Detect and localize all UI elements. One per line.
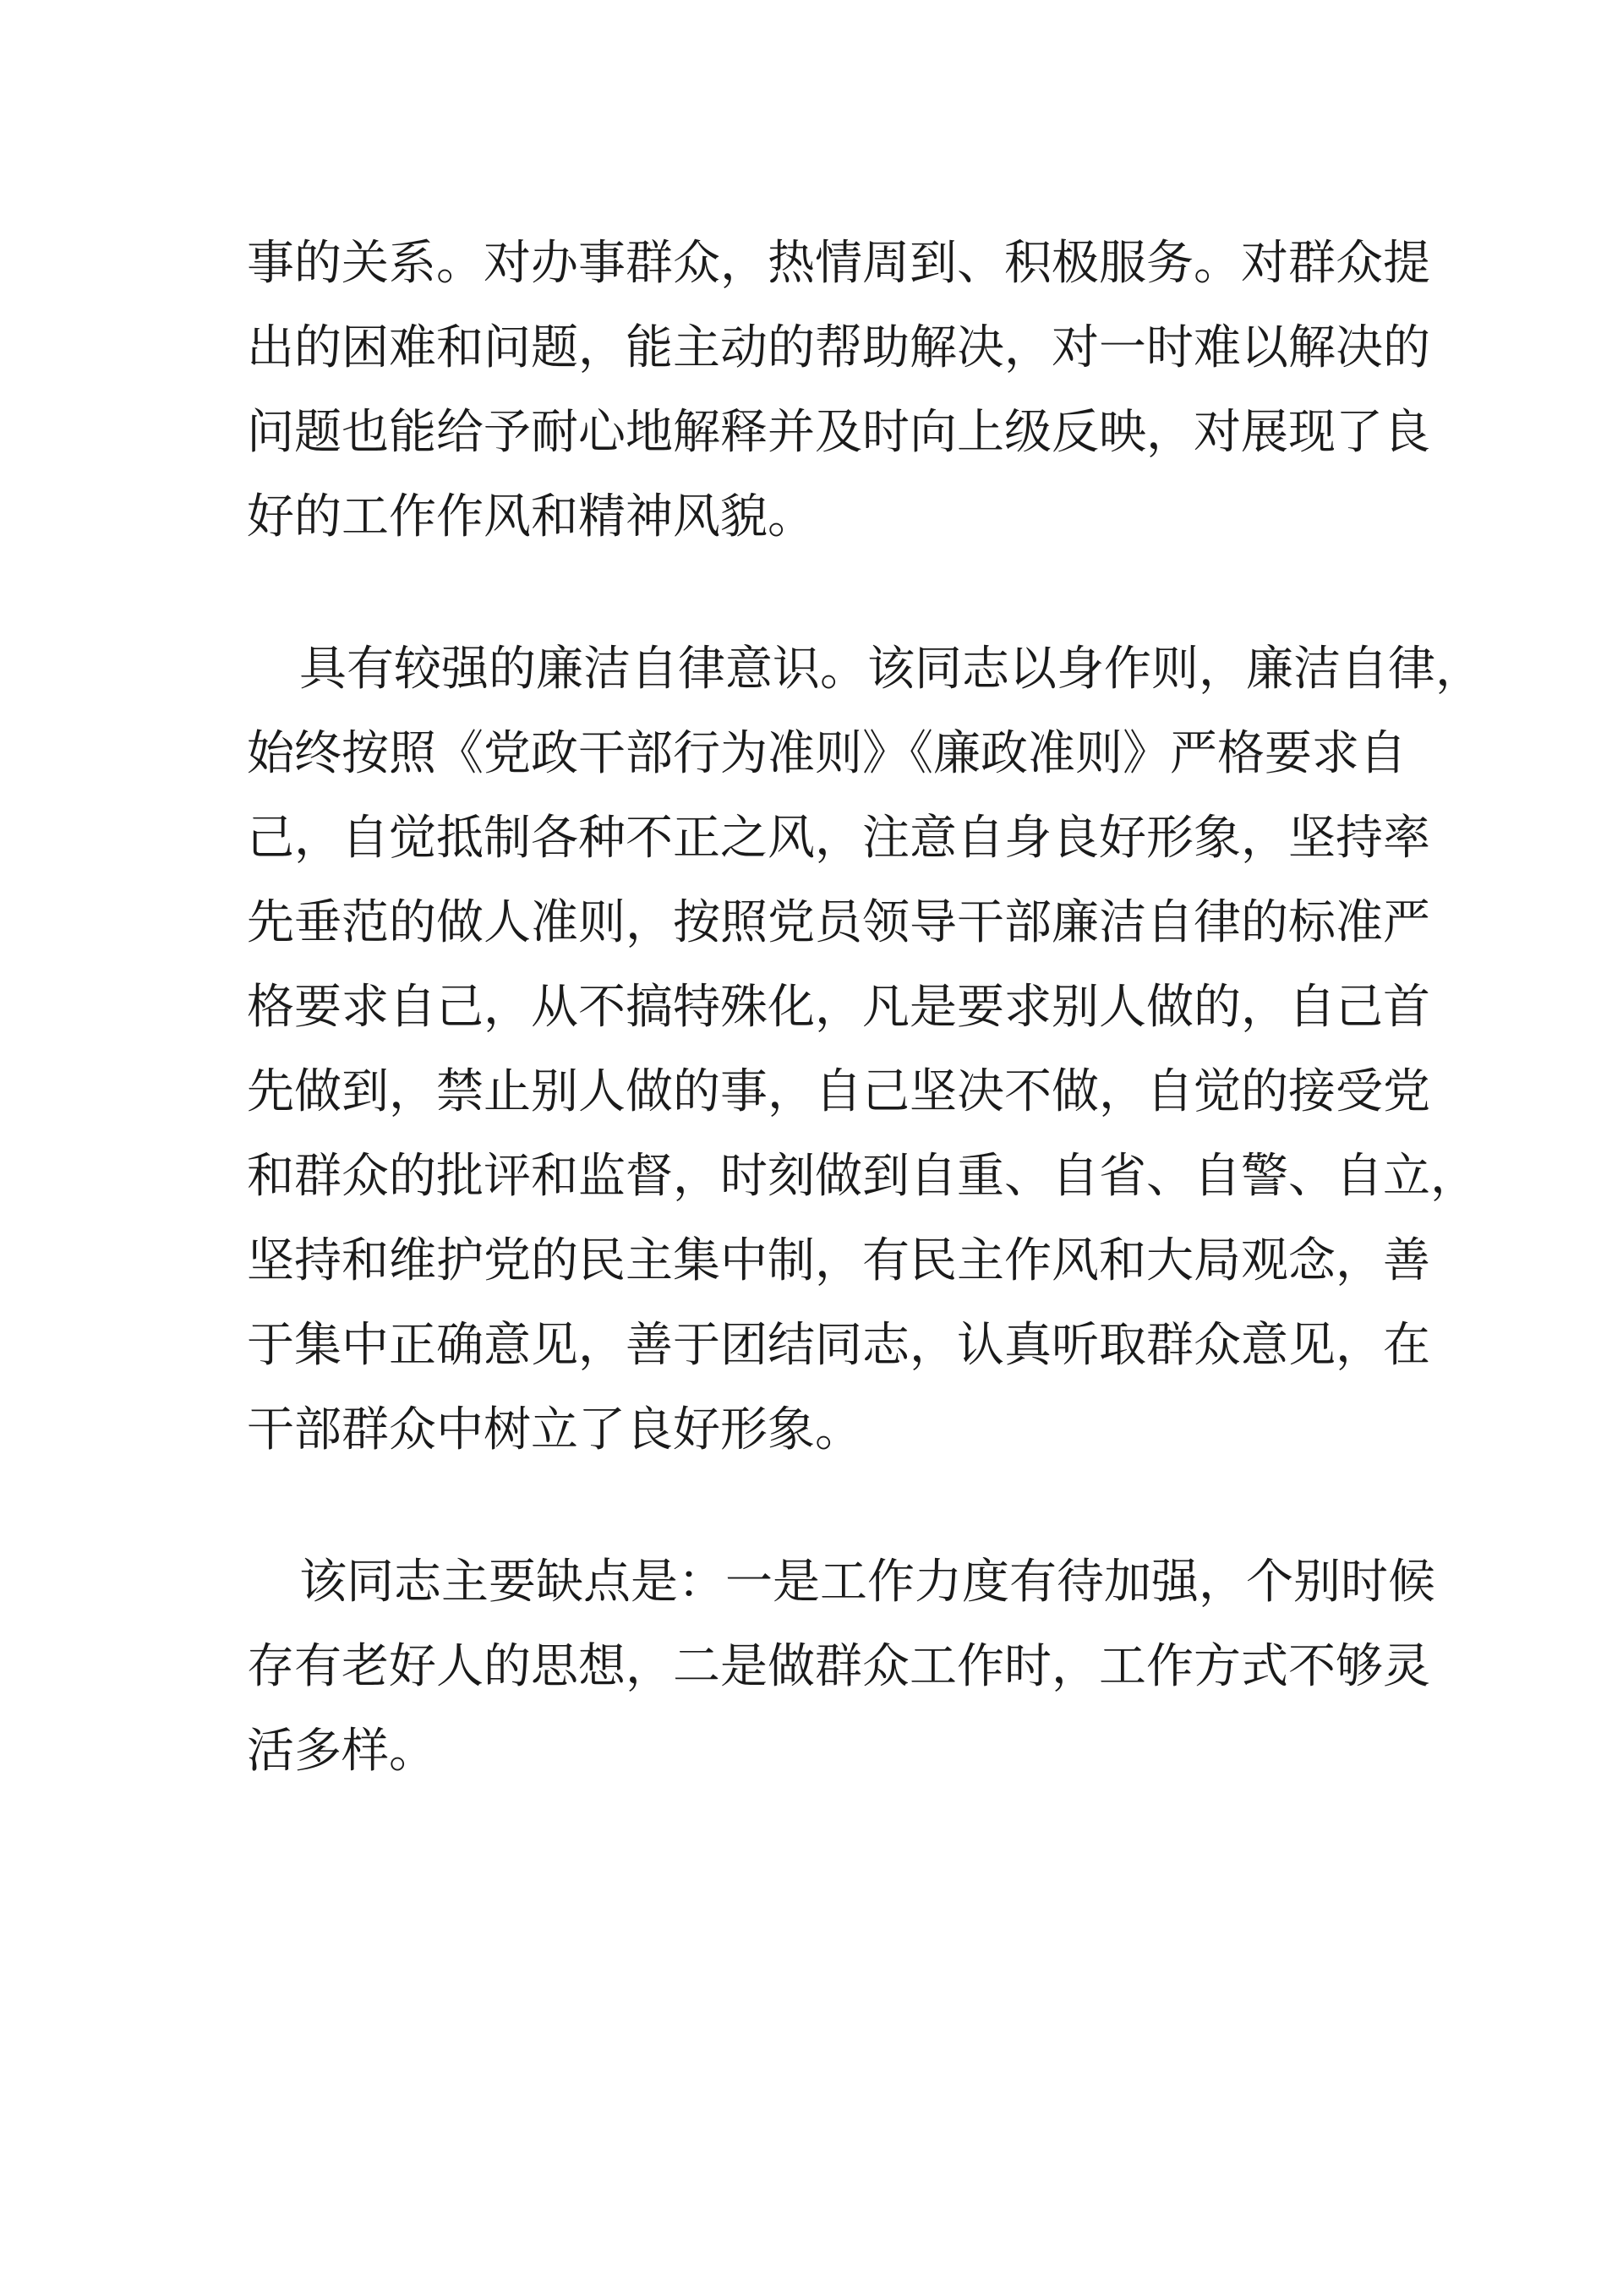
text-line: 事的关系。对办事群众，热情周到、积极服务。对群众提 (247, 236, 1430, 291)
text-line: 该同志主要缺点是：一是工作力度有待加强，个别时候 (299, 1555, 1435, 1610)
text-line: 具有较强的廉洁自律意识。该同志以身作则，廉洁自律， (299, 642, 1483, 697)
text-line: 和群众的批评和监督，时刻做到自重、自省、自警、自立， (247, 1149, 1478, 1204)
text-line: 问题也能给予耐心地解释并及时向上级反映，对展现了良 (247, 405, 1430, 460)
text-line: 好的工作作风和精神风貌。 (247, 489, 815, 544)
text-line: 存有老好人的思想，二是做群众工作时，工作方式不够灵 (247, 1639, 1430, 1694)
text-line: 坚持和维护党的民主集中制，有民主作风和大局观念，善 (247, 1233, 1430, 1288)
text-line: 先垂范的做人准则，按照党员领导干部廉洁自律的标准严 (247, 895, 1430, 950)
text-line: 干部群众中树立了良好形象。 (247, 1402, 862, 1457)
paragraph-shortcomings (247, 1540, 1435, 1794)
text-line: 活多样。 (247, 1724, 436, 1779)
paragraph-spacer (247, 560, 1396, 627)
text-line: 于集中正确意见，善于团结同志，认真听取群众意见，在 (247, 1318, 1430, 1373)
text-line: 己，自觉抵制各种不正之风，注意自身良好形象，坚持率 (247, 811, 1430, 866)
paragraph-integrity (247, 627, 1483, 1473)
text-line: 先做到，禁止别人做的事，自己坚决不做，自觉的接受党 (247, 1064, 1430, 1119)
text-line: 格要求自己，从不搞特殊化，凡是要求别人做的，自己首 (247, 980, 1430, 1035)
text-line: 出的困难和问题，能主动的帮助解决，对一时难以解决的 (247, 320, 1430, 375)
paragraph-spacer (247, 1473, 1396, 1540)
document-body (247, 221, 1483, 1794)
paragraph-work-style (247, 221, 1430, 560)
text-line: 始终按照《党政干部行为准则》《廉政准则》严格要求自 (247, 726, 1407, 781)
